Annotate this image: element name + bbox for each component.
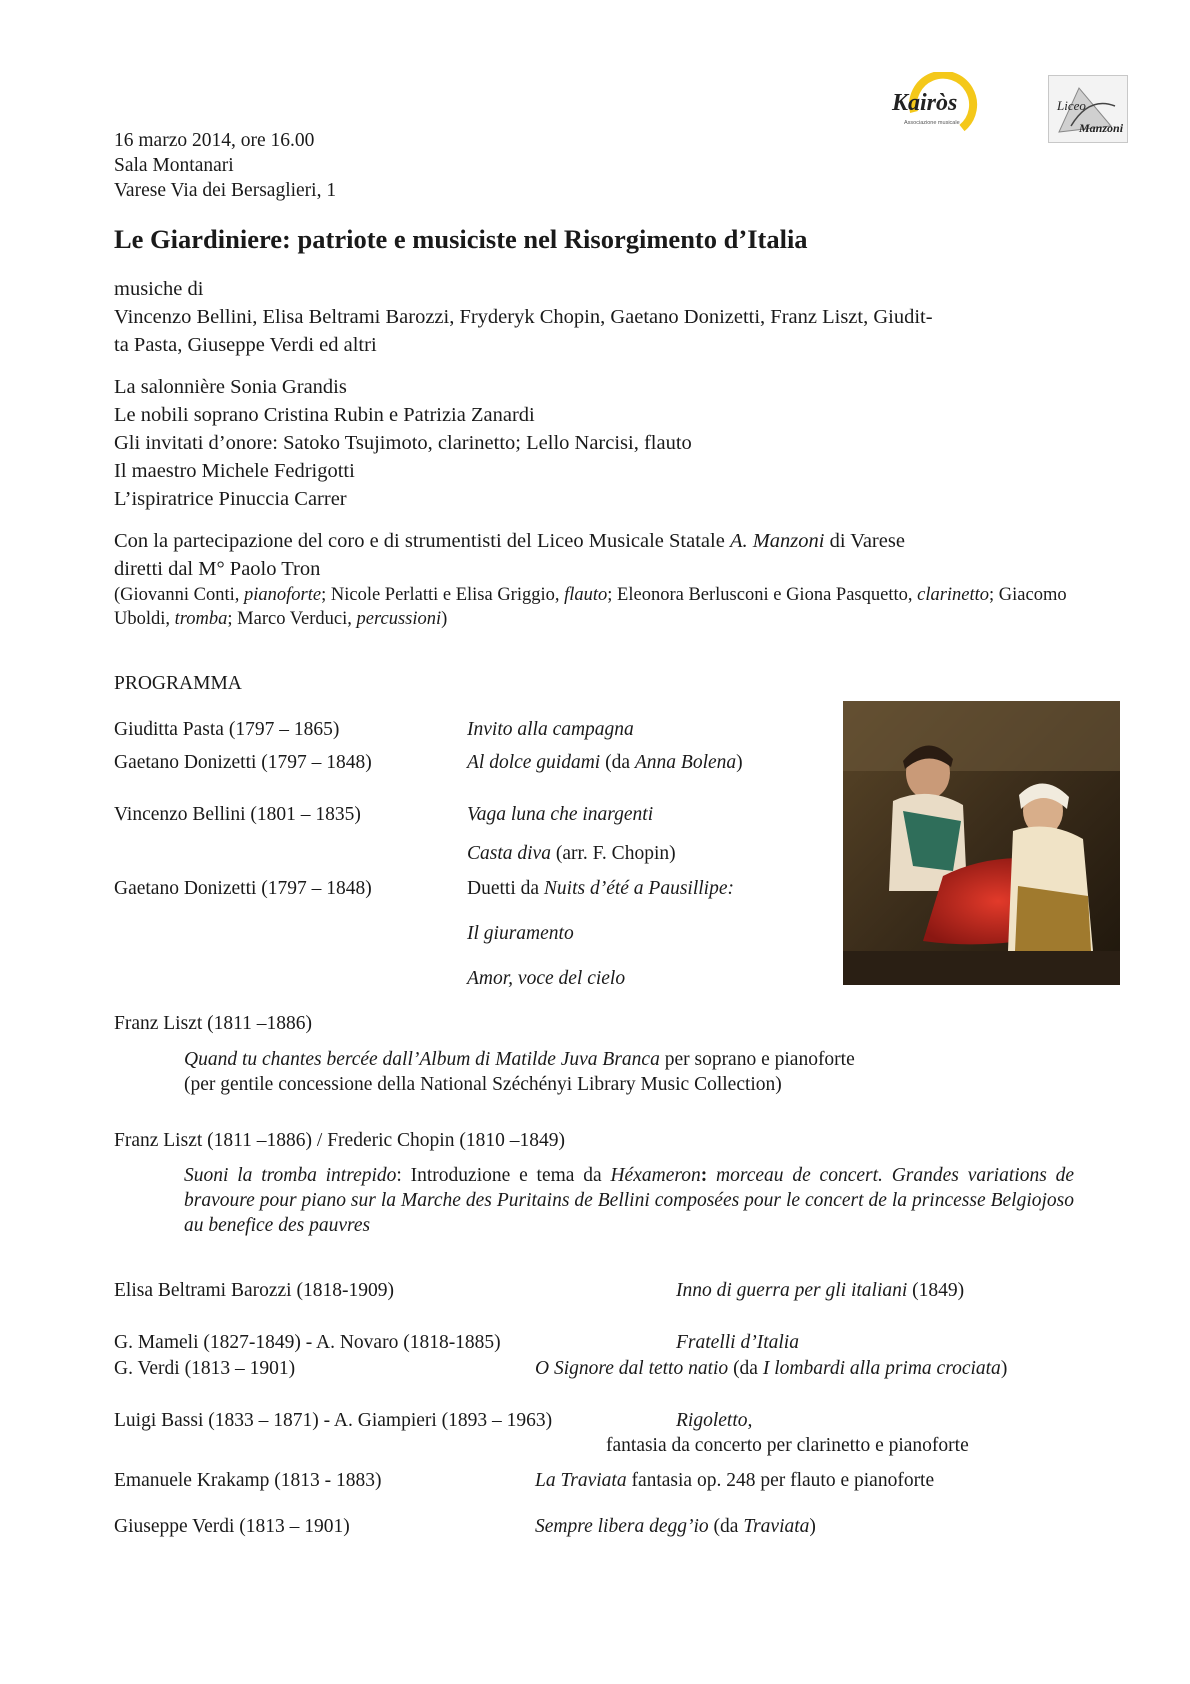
work-description: : Introduzione e tema da: [396, 1165, 611, 1186]
performer-line: La salonnière Sonia Grandis: [114, 376, 347, 398]
program-composer: Elisa Beltrami Barozzi (1818-1909): [114, 1280, 394, 1301]
music-by-line2: ta Pasta, Giuseppe Verdi ed altri: [114, 334, 377, 356]
work-source: Héxameron: [610, 1165, 701, 1186]
program-work: [467, 876, 734, 901]
program-work: Fratelli d’Italia: [676, 1332, 799, 1353]
program-work: [535, 1514, 816, 1539]
performer-line: Il maestro Michele Fedrigotti: [114, 460, 355, 482]
program-composer: Emanuele Krakamp (1813 - 1883): [114, 1470, 382, 1491]
work-title: Sempre libera degg’io: [535, 1516, 709, 1537]
program-composer: Luigi Bassi (1833 – 1871) - A. Giampieri (1893 – 1963): [114, 1410, 553, 1431]
musician-name: ): [441, 609, 448, 629]
work-instrumentation: per soprano e pianoforte: [659, 1049, 855, 1070]
program-composer: G. Verdi (1813 – 1901): [114, 1358, 296, 1379]
musician-instrument: clarinetto: [917, 585, 990, 605]
work-arrangement: (arr. F. Chopin): [550, 843, 676, 864]
event-date: 16 marzo 2014, ore 16.00: [114, 130, 315, 151]
program-work: [467, 841, 676, 866]
program-work: Vaga luna che inargenti: [467, 804, 654, 825]
participation-line1: [114, 527, 905, 555]
manzoni-logo-line2: Manzoni: [1079, 121, 1124, 135]
program-subwork: Amor, voce del cielo: [467, 968, 626, 989]
program-work: Rigoletto,: [676, 1410, 753, 1431]
work-prefix: Duetti da: [467, 878, 544, 899]
program-composer: Giuditta Pasta (1797 – 1865): [114, 719, 340, 740]
work-title: Quand tu chantes bercée dall’Album di Matilde Juva Branca: [184, 1049, 660, 1070]
event-venue: Sala Montanari: [114, 155, 234, 176]
work-title: Nuits d’été a Pausillipe:: [543, 878, 735, 899]
page-title: Le Giardiniere: patriote e musiciste nel Risorgimento d’Italia: [114, 224, 808, 254]
work-title: Suoni la tromba intrepido: [184, 1165, 397, 1186]
kairos-logo-text: Kairòs: [892, 90, 958, 116]
work-source-suffix: ): [1000, 1358, 1008, 1379]
music-by-intro: musiche di: [114, 278, 204, 300]
program-note: (per gentile concessione della National Széchényi Library Music Collection): [184, 1074, 782, 1095]
musician-name: ; Marco Verduci,: [227, 609, 357, 629]
musician-name: (Giovanni Conti,: [114, 585, 245, 605]
work-subtitle: morceau de concert. Grandes variations de bravoure pour piano sur la Marche des Puritains de Bellini composées pour le concert de la princesse Belgiojoso au benefice des pauvres: [184, 1165, 1074, 1236]
participation-city: di Varese: [824, 530, 905, 552]
work-title: Inno di guerra per gli italiani: [676, 1280, 908, 1301]
liceo-manzoni-logo: [1048, 75, 1128, 143]
program-work: [467, 750, 743, 775]
program-composer: G. Mameli (1827-1849) - A. Novaro (1818-1885): [114, 1332, 501, 1353]
participation-text: Con la partecipazione del coro e di strumentisti del Liceo Musicale Statale: [114, 530, 730, 552]
performer-line: Le nobili soprano Cristina Rubin e Patrizia Zanardi: [114, 404, 535, 426]
participation-line2: diretti dal M° Paolo Tron: [114, 558, 321, 580]
musician-name: ; Nicole Perlatti e Elisa Griggio,: [321, 585, 565, 605]
school-name: A. Manzoni: [729, 530, 825, 552]
program-composer: Gaetano Donizetti (1797 – 1848): [114, 878, 372, 899]
musician-name: ; Eleonora Berlusconi e Giona Pasquetto,: [607, 585, 918, 605]
painting-image: [843, 701, 1120, 985]
musician-instrument: flauto: [564, 585, 608, 605]
work-description: fantasia op. 248 per flauto e pianoforte: [626, 1470, 935, 1491]
program-subwork: Il giuramento: [467, 923, 574, 944]
work-source: Traviata: [743, 1516, 810, 1537]
manzoni-logo-line1: Liceo: [1057, 98, 1086, 113]
program-composer: Giuseppe Verdi (1813 – 1901): [114, 1516, 350, 1537]
program-work-description: fantasia da concerto per clarinetto e pianoforte: [606, 1435, 969, 1456]
programma-heading: PROGRAMMA: [114, 673, 242, 694]
work-source-suffix: ): [736, 752, 743, 773]
work-colon: :: [700, 1165, 717, 1186]
program-work: Invito alla campagna: [467, 719, 634, 740]
work-source-suffix: ): [809, 1516, 816, 1537]
work-title: La Traviata: [535, 1470, 627, 1491]
performer-line: L’ispiratrice Pinuccia Carrer: [114, 488, 347, 510]
work-source: Anna Bolena: [634, 752, 737, 773]
work-year: (1849): [907, 1280, 965, 1301]
work-title: Casta diva: [467, 843, 551, 864]
work-source-prefix: (da: [708, 1516, 744, 1537]
program-composer: Vincenzo Bellini (1801 – 1835): [114, 804, 361, 825]
work-source: I lombardi alla prima crociata: [762, 1358, 1001, 1379]
event-address: Varese Via dei Bersaglieri, 1: [114, 180, 337, 201]
program-work: [184, 1163, 1074, 1238]
kairos-logo-subtitle: Associazione musicale: [904, 120, 960, 126]
program-work: [184, 1047, 855, 1072]
program-work: [676, 1278, 964, 1303]
work-title: O Signore dal tetto natio: [535, 1358, 729, 1379]
work-source-prefix: (da: [728, 1358, 763, 1379]
musician-name: ; Giacomo Uboldi,: [114, 585, 1067, 629]
music-by-line1: Vincenzo Bellini, Elisa Beltrami Barozzi, Fryderyk Chopin, Gaetano Donizetti, Franz Liszt, Giudit-: [114, 306, 933, 328]
program-composer: Franz Liszt (1811 –1886): [114, 1013, 313, 1034]
program-work: [535, 1468, 934, 1493]
musician-instrument: percussioni: [356, 609, 442, 629]
musician-instrument: pianoforte: [244, 585, 322, 605]
musicians-list: [114, 583, 1089, 631]
performer-line: Gli invitati d’onore: Satoko Tsujimoto, clarinetto; Lello Narcisi, flauto: [114, 432, 692, 454]
program-work: [535, 1356, 1007, 1381]
kairos-logo: [884, 72, 994, 140]
work-title: Al dolce guidami: [467, 752, 601, 773]
program-composer: Franz Liszt (1811 –1886) / Frederic Chopin (1810 –1849): [114, 1130, 565, 1151]
work-source-prefix: (da: [600, 752, 635, 773]
program-composer: Gaetano Donizetti (1797 – 1848): [114, 752, 372, 773]
musician-instrument: tromba: [174, 609, 228, 629]
